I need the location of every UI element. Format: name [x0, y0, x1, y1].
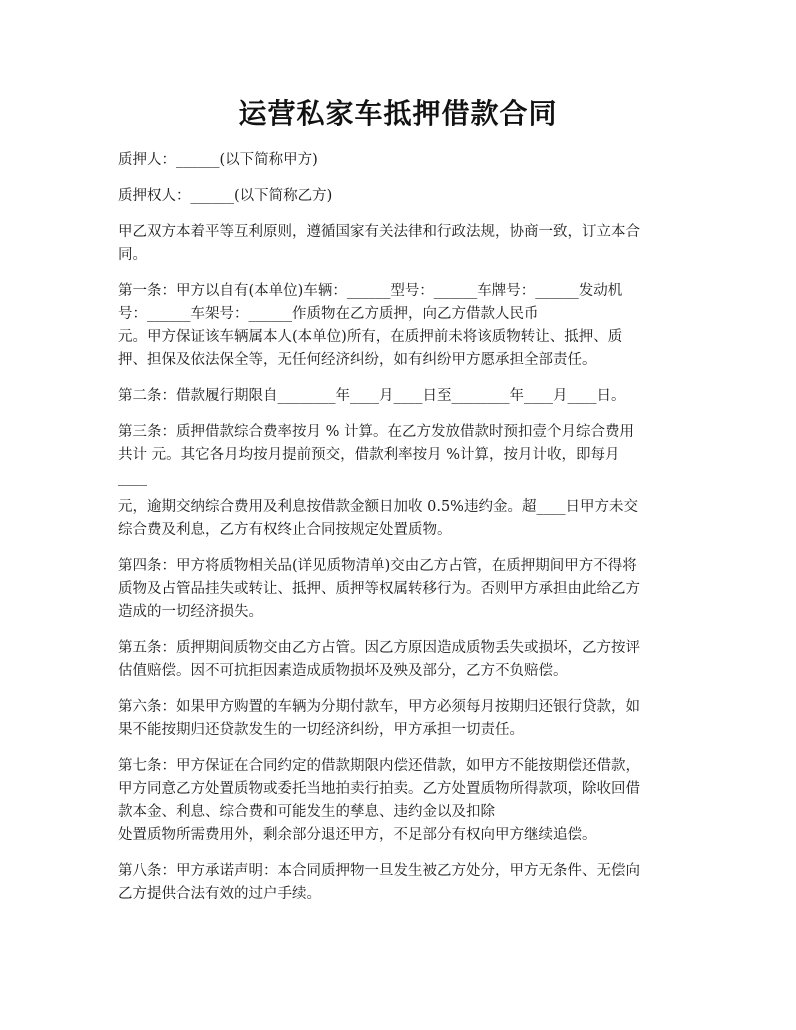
text-line: 处置质物所需费用外，剩余部分退还甲方，不足部分有权向甲方继续追偿。: [118, 827, 597, 843]
clause-5: [118, 637, 684, 683]
text-line: 押、担保及依法保全等，无任何经济纠纷，如有纠纷甲方愿承担全部责任。: [118, 352, 597, 368]
text-line: 元。甲方保证该车辆属本人(本单位)所有，在质押前未将该质物转让、抵押、质: [118, 329, 623, 345]
clause-1: [118, 280, 684, 372]
text-line: 元，逾期交纳综合费用及利息按借款金额日加收 0.5%违约金。超____日甲方未交: [118, 499, 638, 515]
text-line: 质押权人：______(以下简称乙方): [118, 188, 333, 204]
clause-7: [118, 755, 684, 847]
text-line: 甲方同意乙方处置质物或委托当地拍卖行拍卖。乙方处置质物所得款项，除收回借: [118, 781, 640, 797]
document-body: [118, 149, 684, 919]
paragraph-preamble: [118, 221, 684, 267]
clause-6: [118, 696, 684, 742]
document-title: 运营私家车抵押借款合同: [238, 97, 558, 130]
text-line: 第二条：借款履行期限自________年____月____日至________年____月____日。: [118, 388, 626, 404]
text-line: 第三条：质押借款综合费率按月 % 计算。在乙方发放借款时预扣壹个月综合费用: [118, 424, 634, 440]
text-line: 果不能按期归还贷款发生的一切经济纠纷，甲方承担一切责任。: [118, 722, 524, 738]
clause-8: [118, 860, 684, 906]
text-line: 第一条：甲方以自有(本单位)车辆：______型号：______车牌号：______发动机: [118, 283, 623, 299]
paragraph-pledgee: [118, 185, 684, 208]
text-line: 估值赔偿。因不可抗拒因素造成质物损坏及殃及部分，乙方不负赔偿。: [118, 663, 568, 679]
text-line: 质物及占管品挂失或转让、抵押、质押等权属转移行为。否则甲方承担由此给乙方: [118, 581, 640, 597]
text-line: 同。: [118, 247, 147, 263]
text-line: 款本金、利息、综合费和可能发生的孳息、违约金以及扣除: [118, 804, 495, 820]
text-line: 第八条：甲方承诺声明：本合同质押物一旦发生被乙方处分，甲方无条件、无偿向: [118, 863, 640, 879]
text-line: 质押人：______(以下简称甲方): [118, 152, 318, 168]
text-line: 综合费及利息，乙方有权终止合同按规定处置质物。: [118, 522, 452, 538]
text-line: 共计 元。其它各月均按月提前预交，借款利率按月 %计算，按月计收，即每月: [118, 447, 620, 463]
text-line: 造成的一切经济损失。: [118, 604, 263, 620]
text-line: 乙方提供合法有效的过户手续。: [118, 886, 321, 902]
text-line: 号：______车架号：______作质物在乙方质押，向乙方借款人民币: [118, 306, 539, 322]
text-line: 第四条：甲方将质物相关品(详见质物清单)交由乙方占管，在质押期间甲方不得将: [118, 558, 637, 574]
text-line: ____: [118, 470, 147, 486]
text-line: 第五条：质押期间质物交由乙方占管。因乙方原因造成质物丢失或损坏，乙方按评: [118, 640, 640, 656]
text-line: 第六条：如果甲方购置的车辆为分期付款车，甲方必须每月按期归还银行贷款，如: [118, 699, 640, 715]
clause-3: [118, 421, 684, 542]
text-line: 第七条：甲方保证在合同约定的借款期限内偿还借款，如甲方不能按期偿还借款，: [118, 758, 640, 774]
clause-2: [118, 385, 684, 408]
paragraph-pledgor: [118, 149, 684, 172]
clause-4: [118, 555, 684, 624]
text-line: 甲乙双方本着平等互利原则，遵循国家有关法律和行政法规，协商一致，订立本合: [118, 224, 640, 240]
